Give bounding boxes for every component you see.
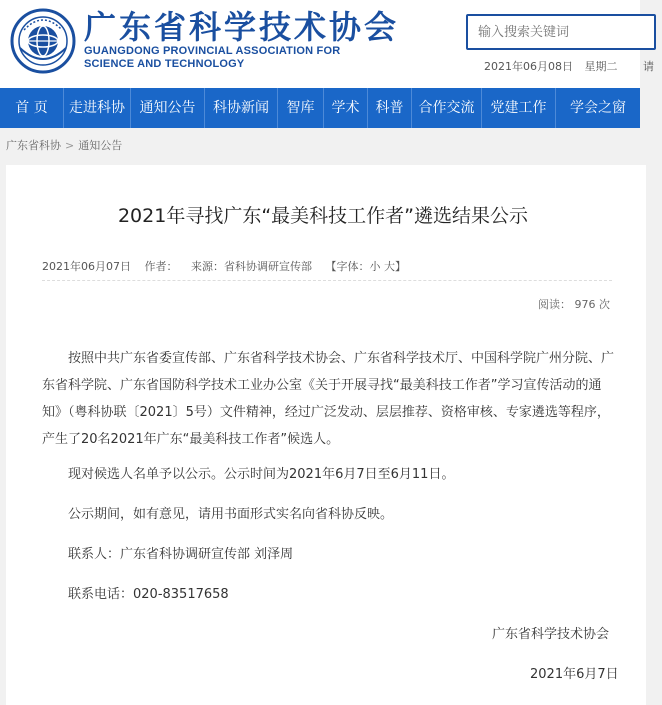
nav-item-academic[interactable]: 学术 <box>324 88 368 128</box>
read-count: 阅读： 976 次 <box>538 298 610 311</box>
article-meta <box>42 258 416 274</box>
nav-item-news[interactable]: 科协新闻 <box>205 88 278 128</box>
nav-item-think-tank[interactable]: 智库 <box>278 88 324 128</box>
breadcrumb <box>6 137 122 153</box>
cast-emblem-icon[interactable] <box>10 8 76 74</box>
breadcrumb-root[interactable]: 广东省科协 <box>6 139 61 152</box>
site-name-en-line1: GUANGDONG PROVINCIAL ASSOCIATION FOR <box>84 45 341 57</box>
nav-item-notices[interactable]: 通知公告 <box>131 88 205 128</box>
nav-item-party[interactable]: 党建工作 <box>482 88 556 128</box>
article-source: 来源：省科协调研宣传部 <box>191 260 312 273</box>
nav-item-about[interactable]: 走进科协 <box>64 88 131 128</box>
article-body <box>42 345 614 621</box>
publish-date: 2021年06月07日 <box>42 260 131 273</box>
article-panel <box>6 165 646 705</box>
body-paragraph: 公示期间，如有意见，请用书面形式实名向省科协反映。 <box>68 507 394 522</box>
meta-divider <box>42 280 612 281</box>
contact-person: 联系人：广东省科协调研宣传部 刘泽周 <box>68 547 294 562</box>
signature-date: 2021年6月7日 <box>530 667 619 682</box>
site-name-cn[interactable]: 广东省科学技术协会 <box>84 8 400 46</box>
body-paragraph: 现对候选人名单予以公示。公示时间为2021年6月7日至6月11日。 <box>68 467 455 482</box>
current-weekday: 星期二 <box>584 60 618 73</box>
body-paragraph: 按照中共广东省委宣传部、广东省科学技术协会、广东省科学技术厅、中国科学院广州分院、广东省科学院、广东省国防科学技术工业办公室《关于开展寻找“最美科技工作者”学习宣传活动的通知》（粤科协联〔2021〕5号）文件精神，经过广泛发动、层层推荐、资格审核、专家遴选等程序，产生了20名2021年广东“最美科技工作者”候选人。 <box>42 351 615 447</box>
search-input[interactable] <box>466 14 656 50</box>
header-extra-link[interactable]: 请 <box>643 60 654 73</box>
date-display <box>484 58 662 74</box>
breadcrumb-current[interactable]: 通知公告 <box>78 139 123 152</box>
nav-item-societies[interactable]: 学会之窗 <box>570 100 626 116</box>
author-label: 作者： <box>144 260 178 273</box>
nav-item-science-pop[interactable]: 科普 <box>368 88 412 128</box>
nav-item-home[interactable]: 首 页 <box>0 88 64 128</box>
site-name-en <box>84 45 340 71</box>
main-nav <box>0 88 640 128</box>
site-name-en-line2: SCIENCE AND TECHNOLOGY <box>84 58 245 70</box>
font-size-control[interactable]: 【字体：小 大】 <box>325 260 406 273</box>
breadcrumb-separator: > <box>65 139 75 152</box>
signature-org: 广东省科学技术协会 <box>492 627 610 642</box>
site-header <box>0 0 654 88</box>
article-title: 2021年寻找广东“最美科技工作者”遴选结果公示 <box>117 205 529 227</box>
contact-phone: 联系电话：020-83517658 <box>68 587 229 602</box>
current-date: 2021年06月08日 <box>484 60 573 73</box>
nav-item-cooperation[interactable]: 合作交流 <box>412 88 482 128</box>
